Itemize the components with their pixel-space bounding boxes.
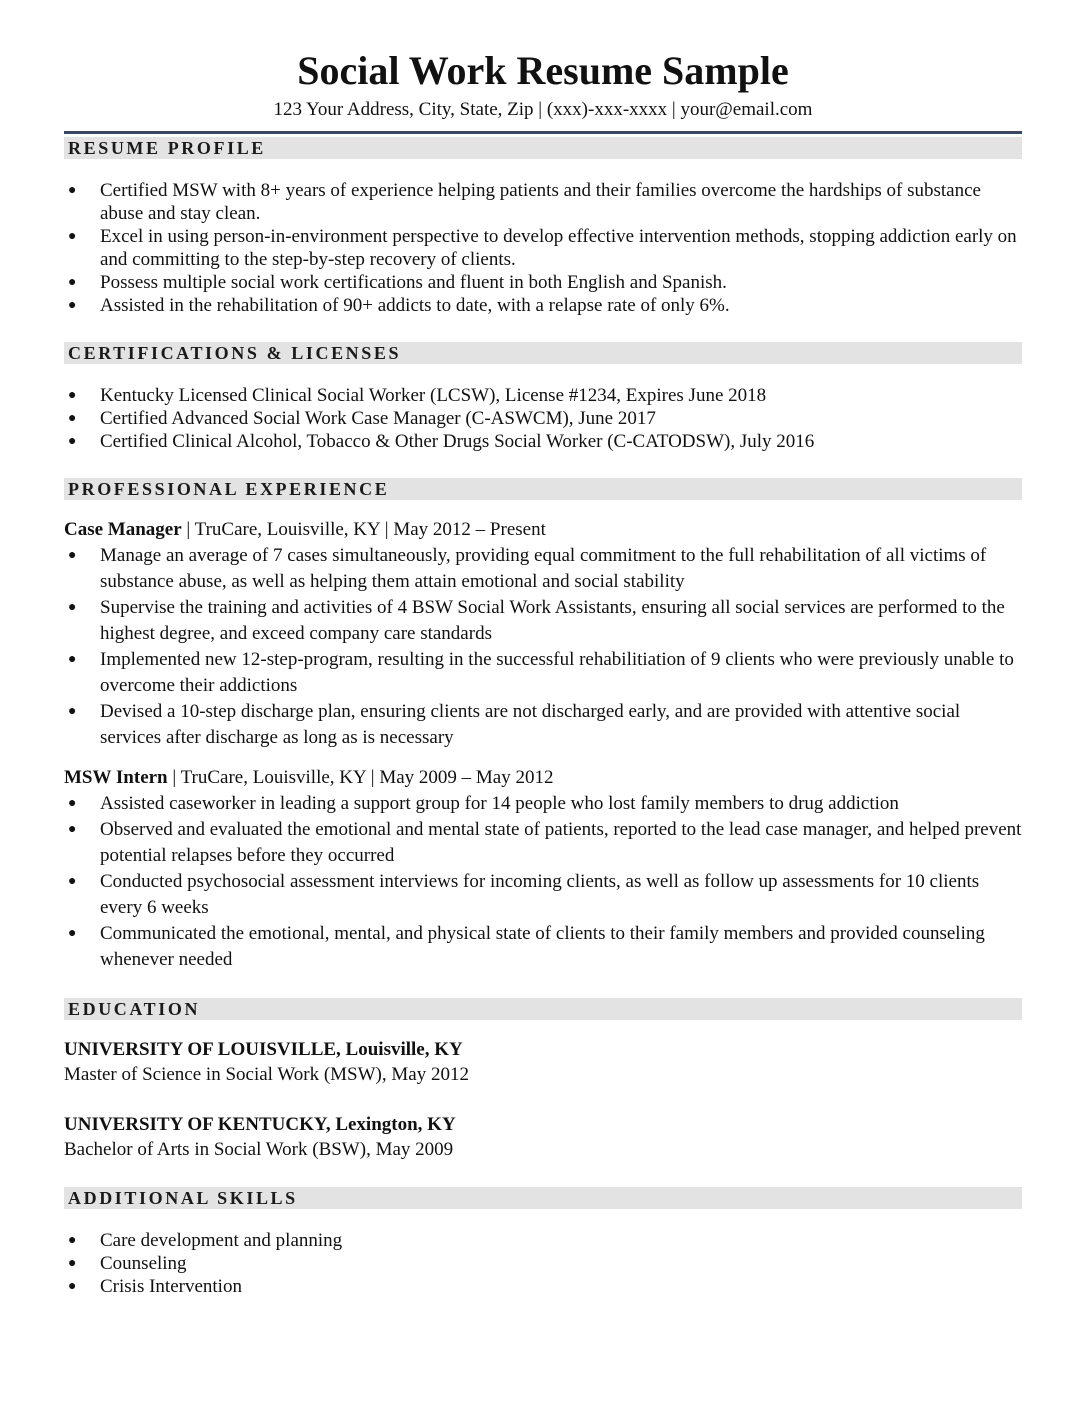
- section-header-education: EDUCATION: [64, 998, 1022, 1020]
- list-item-text: Counseling: [100, 1253, 187, 1274]
- job-details: | TruCare, Louisville, KY | May 2009 – May 2012: [167, 767, 554, 788]
- bullet-icon: ●: [68, 926, 77, 941]
- bullet-icon: ●: [68, 1279, 77, 1294]
- list-item: [64, 699, 1022, 751]
- list-item-text: Observed and evaluated the emotional and mental state of patients, reported to the lead case manager, and helped prevent potential relapses before they occurred: [100, 819, 1022, 866]
- contact-line: 123 Your Address, City, State, Zip | (xxx)-xxx-xxxx | your@email.com: [273, 99, 813, 120]
- section-header-certifications: CERTIFICATIONS & LICENSES: [64, 342, 1022, 364]
- resume-page: [64, 48, 1022, 1298]
- bullet-icon: ●: [68, 1233, 77, 1248]
- bullet-icon: ●: [68, 796, 77, 811]
- list-item-text: Supervise the training and activities of 4 BSW Social Work Assistants, ensuring all social services are performed to the highest degree, and exceed company care standards: [100, 597, 1005, 644]
- bullet-icon: ●: [68, 874, 77, 889]
- list-item-text: Assisted in the rehabilitation of 90+ addicts to date, with a relapse rate of only 6%.: [100, 295, 730, 316]
- bullet-icon: ●: [68, 822, 77, 837]
- list-item-text: Excel in using person-in-environment perspective to develop effective intervention methods, stopping addiction early on and committing to the step-by-step recovery of clients.: [100, 226, 1017, 270]
- bullet-icon: ●: [68, 434, 77, 449]
- job-title-line: [64, 765, 1022, 791]
- list-item: [64, 225, 1022, 271]
- list-item: [64, 271, 1022, 294]
- bullet-icon: ●: [68, 704, 77, 719]
- list-item-text: Communicated the emotional, mental, and physical state of clients to their family members and provided counseling whenever needed: [100, 923, 985, 970]
- degree: Bachelor of Arts in Social Work (BSW), May 2009: [64, 1139, 454, 1160]
- list-item-text: Implemented new 12-step-program, resulting in the successful rehabilitiation of 9 clients who were previously unable to overcome their addictions: [100, 649, 1014, 696]
- section-header-skills: ADDITIONAL SKILLS: [64, 1187, 1022, 1209]
- bullet-icon: ●: [68, 298, 77, 313]
- list-item: [64, 294, 1022, 317]
- bullet-icon: ●: [68, 411, 77, 426]
- school-name: UNIVERSITY OF LOUISVILLE, Louisville, KY: [64, 1039, 463, 1060]
- list-item-text: Assisted caseworker in leading a support group for 14 people who lost family members to drug addiction: [100, 793, 899, 814]
- list-item: [64, 407, 1022, 430]
- job-title-line: [64, 517, 1022, 543]
- list-item: [64, 869, 1022, 921]
- list-item: [64, 1252, 1022, 1275]
- job-details: | TruCare, Louisville, KY | May 2012 – Present: [181, 519, 546, 540]
- bullet-icon: ●: [68, 548, 77, 563]
- header-divider: [64, 131, 1022, 134]
- list-item: [64, 430, 1022, 453]
- list-item: [64, 1229, 1022, 1252]
- page-title: Social Work Resume Sample: [297, 48, 789, 93]
- list-item-text: Crisis Intervention: [100, 1276, 242, 1297]
- list-item-text: Certified Advanced Social Work Case Manager (C-ASWCM), June 2017: [100, 408, 656, 429]
- list-item: [64, 921, 1022, 973]
- job-duties-list: [64, 791, 1022, 973]
- bullet-icon: ●: [68, 652, 77, 667]
- list-item-text: Kentucky Licensed Clinical Social Worker (LCSW), License #1234, Expires June 2018: [100, 385, 767, 406]
- bullet-icon: ●: [68, 183, 77, 198]
- bullet-icon: ●: [68, 275, 77, 290]
- bullet-icon: ●: [68, 600, 77, 615]
- certifications-list: [64, 384, 1022, 453]
- section-header-profile: RESUME PROFILE: [64, 137, 1022, 159]
- profile-list: [64, 179, 1022, 317]
- skills-list: [64, 1229, 1022, 1298]
- list-item: [64, 179, 1022, 225]
- list-item-text: Manage an average of 7 cases simultaneously, providing equal commitment to the full rehabilitation of all victims of substance abuse, as well as helping them attain emotional and social stability: [100, 545, 987, 592]
- list-item-text: Certified Clinical Alcohol, Tobacco & Other Drugs Social Worker (C-CATODSW), July 2016: [100, 431, 815, 452]
- education-entry: [64, 1037, 1022, 1087]
- list-item: [64, 647, 1022, 699]
- list-item: [64, 791, 1022, 817]
- job-duties-list: [64, 543, 1022, 751]
- list-item-text: Care development and planning: [100, 1230, 343, 1251]
- list-item-text: Certified MSW with 8+ years of experience helping patients and their families overcome the hardships of substance abuse and stay clean.: [100, 180, 981, 224]
- list-item-text: Conducted psychosocial assessment interviews for incoming clients, as well as follow up assessments for 10 clients every 6 weeks: [100, 871, 980, 918]
- list-item: [64, 384, 1022, 407]
- job-title: MSW Intern: [64, 767, 168, 788]
- list-item: [64, 543, 1022, 595]
- school-name: UNIVERSITY OF KENTUCKY, Lexington, KY: [64, 1114, 456, 1135]
- bullet-icon: ●: [68, 229, 77, 244]
- bullet-icon: ●: [68, 388, 77, 403]
- bullet-icon: ●: [68, 1256, 77, 1271]
- list-item-text: Possess multiple social work certifications and fluent in both English and Spanish.: [100, 272, 727, 293]
- education-entry: [64, 1112, 1022, 1162]
- list-item: [64, 1275, 1022, 1298]
- list-item: [64, 595, 1022, 647]
- list-item-text: Devised a 10-step discharge plan, ensuring clients are not discharged early, and are provided with attentive social services after discharge as long as is necessary: [100, 701, 961, 748]
- list-item: [64, 817, 1022, 869]
- degree: Master of Science in Social Work (MSW), May 2012: [64, 1064, 469, 1085]
- section-header-experience: PROFESSIONAL EXPERIENCE: [64, 478, 1022, 500]
- job-title: Case Manager: [64, 519, 182, 540]
